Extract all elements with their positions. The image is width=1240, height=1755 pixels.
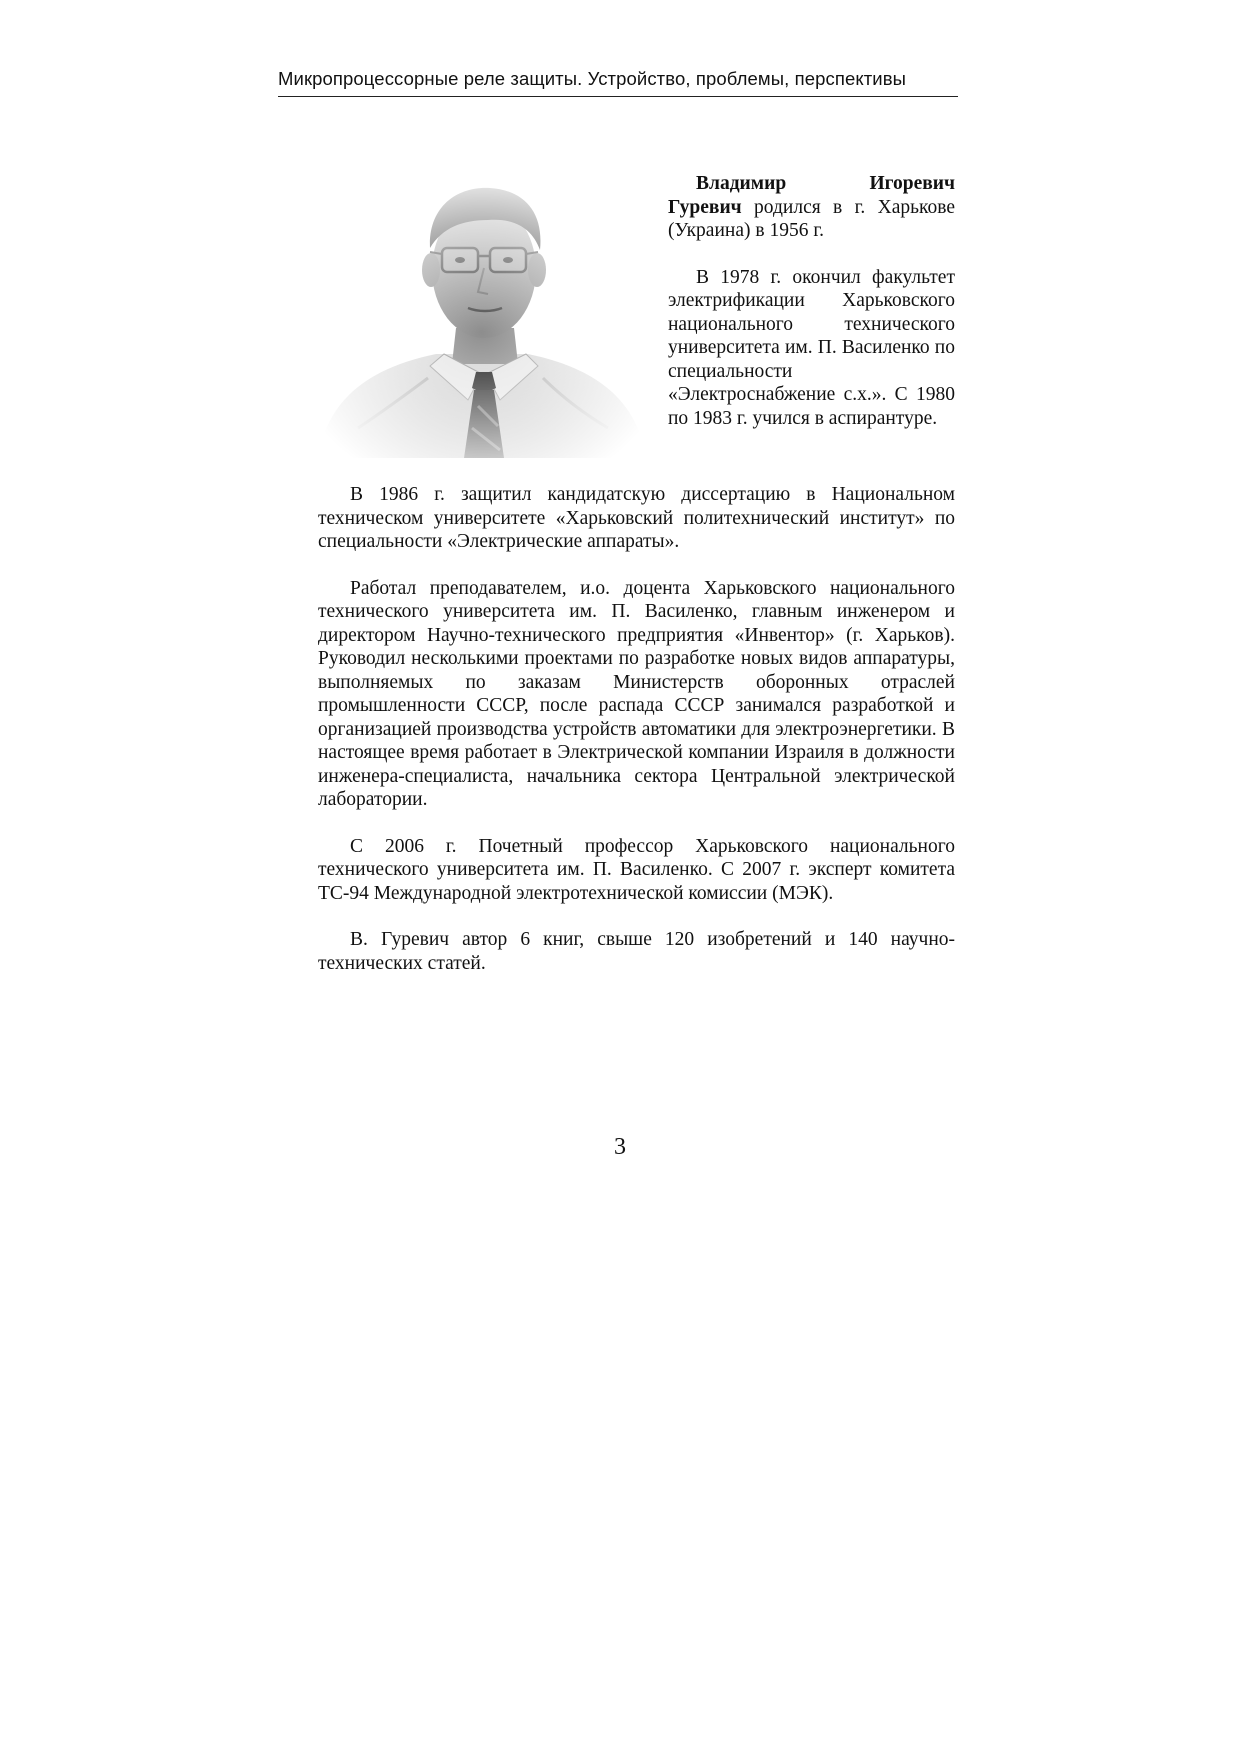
education-paragraph: В 1978 г. окончил факультет электрификации Харьковского национального технического университета им. П. Василенко по специальности «Электроснабжение с.х.». С 1980 по 1983 г. учился в аспирантуре.	[668, 266, 955, 429]
running-title: Микропроцессорные реле защиты. Устройство, проблемы, перспективы	[278, 68, 907, 89]
honors-paragraph: С 2006 г. Почетный профессор Харьковского национального технического университета им. П. Василенко. С 2007 г. эксперт комитета ТС-94 Международной электротехнической комиссии (МЭК).	[318, 835, 955, 904]
birth-info: родился в г. Харькове (Украина) в 1956 г.	[668, 196, 955, 241]
bio-main-text	[318, 483, 955, 975]
career-paragraph: Работал преподавателем, и.о. доцента Харьковского национального технического университета им. П. Василенко, главным инженером и директором Научно-технического предприятия «Инвентор» (г. Харьков). Руководил несколькими проектами по разработке новых видов аппаратуры, выполняемых по заказам Министерств оборонных отраслей промышленности СССР, после распада СССР занимался разработкой и организацией производства устройств автоматики для электроэнергетики. В настоящее время работает в Электрической компании Израиля в должности инженера-специалиста, начальника сектора Центральной электрической лаборатории.	[318, 577, 955, 810]
running-header	[278, 68, 958, 97]
page-number: 3	[614, 1134, 626, 1160]
dissertation-paragraph: В 1986 г. защитил кандидатскую диссертацию в Национальном техническом университете «Харьковский политехнический институт» по специальности «Электрические аппараты».	[318, 484, 955, 552]
author-portrait	[318, 178, 646, 458]
author-name: Владимир Игоревич Гуревич	[668, 173, 955, 218]
bio-intro-paragraph	[668, 172, 955, 243]
publications-paragraph: В. Гуревич автор 6 книг, свыше 120 изобретений и 140 научно-технических статей.	[318, 929, 955, 974]
bio-side-column	[668, 172, 955, 430]
author-portrait-icon	[318, 178, 646, 458]
